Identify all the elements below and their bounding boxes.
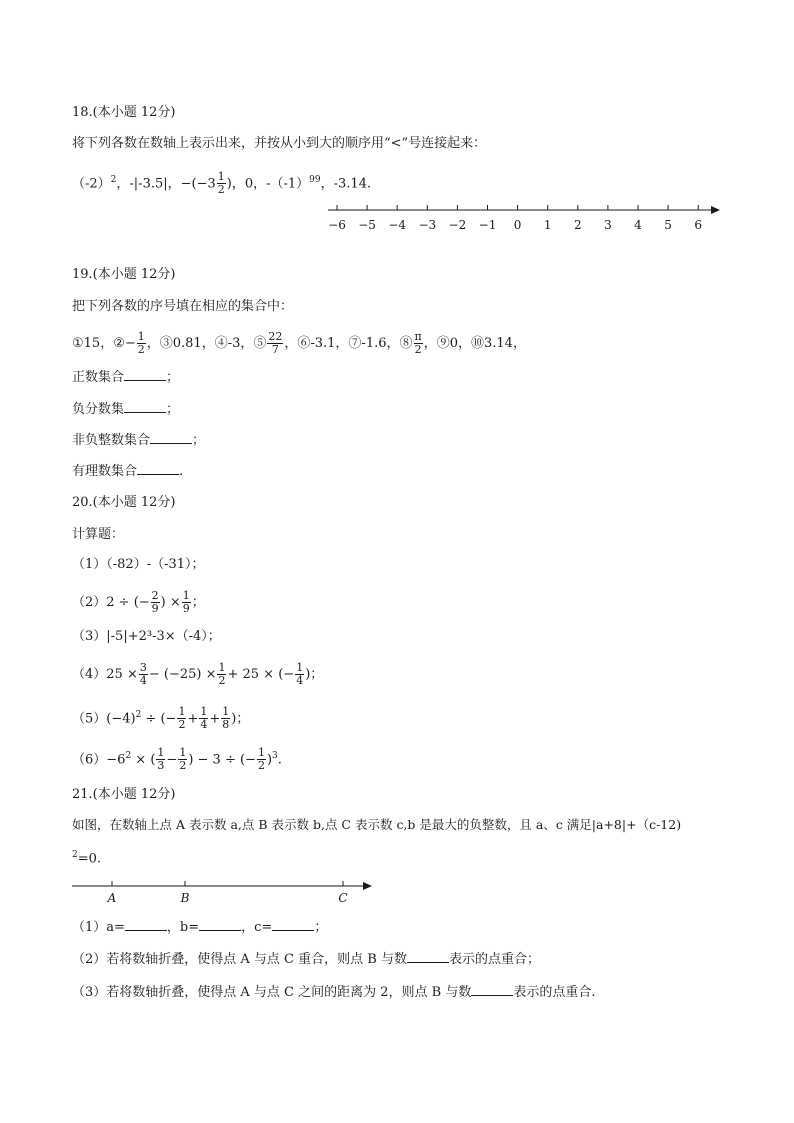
answer-blank[interactable] xyxy=(407,950,449,963)
axis-tick-label: 6 xyxy=(694,218,703,232)
q21-stem: 如图，在数轴上点 A 表示数 a,点 B 表示数 b,点 C 表示数 c,b 是最大的负整数，且 a、c 满足|a+8|+（c-12) xyxy=(72,817,682,832)
q19-header: 19.(本小题 12分) xyxy=(72,267,176,282)
q18-prompt: 将下列各数在数轴上表示出来，并按从小到大的顺序用“<”号连接起来： xyxy=(72,136,487,151)
answer-blank[interactable] xyxy=(471,983,513,996)
q18-header: 18.(本小题 12分) xyxy=(72,105,176,120)
q20-header: 20.(本小题 12分) xyxy=(72,495,176,510)
axis-tick-label: 0 xyxy=(513,218,522,232)
q18-number-line xyxy=(320,198,730,238)
q18-fraction: $\frac{1}{2}$ xyxy=(217,170,225,197)
q21-number-line xyxy=(66,875,378,911)
q18-numbers: $(-2)^2$，-|-3.5|，−(−3 $\frac{1}{2}$ )，0，$-(-1)^{99}$，-3.14. xyxy=(72,170,372,197)
q19-set-nonnegative-integer: 非负整数集合 ； xyxy=(72,433,206,448)
q20-prompt: 计算题： xyxy=(72,527,125,542)
q20-problem-4: （4）25 × $\frac{3}{4}$ − (−25) × $\frac{1}{2}$ + 25 × (− $\frac{1}{4}$ )； xyxy=(72,661,324,687)
q19-prompt: 把下列各数的序号填在相应的集合中： xyxy=(72,299,294,314)
q19-list: ①15，②− $\frac{1}{2}$ ，③0.81，④-3，⑤ $\frac{22}{7}$ ，⑥-3.1，⑦-1.6，⑧ $\frac{\pi}{2}$ ，⑨0，⑩3.14， xyxy=(72,330,526,356)
q20-problem-6: $(6)-6^2$ × ( $\frac{1}{3}$ − $\frac{1}{2}$ ) − 3 ÷ (− $\frac{1}{2}$ )$^3$. xyxy=(72,746,282,773)
q19-set-rational: 有理数集合 . xyxy=(72,464,184,479)
q20-problem-2: （2）2 ÷ (− $\frac{2}{9}$ ) × $\frac{1}{9}$ ； xyxy=(72,589,205,615)
answer-blank[interactable] xyxy=(124,400,166,413)
q20-problem-3: （3）|-5|+2³-3×（-4）； xyxy=(72,629,221,644)
axis-tick-label: 1 xyxy=(543,218,552,232)
axis-tick-label: −6 xyxy=(328,218,346,232)
q19-set-positive: 正数集合 ； xyxy=(72,370,180,385)
point-b-label: B xyxy=(180,891,190,905)
axis-tick-label: −2 xyxy=(448,218,467,232)
axis-tick-label: −1 xyxy=(478,218,497,232)
answer-blank[interactable] xyxy=(272,918,314,931)
axis-tick-label: −4 xyxy=(388,218,407,232)
axis-tick-label: 5 xyxy=(664,218,672,232)
q21-sub-3: （3）若将数轴折叠，使得点 A 与点 C 之间的距离为 2，则点 B 与数 表示的点重合. xyxy=(72,985,596,1000)
q21-sub-2: （2）若将数轴折叠，使得点 A 与点 C 重合，则点 B 与数 表示的点重合； xyxy=(72,952,540,967)
q21-sub-1: （1）a= ，b= ，c= ； xyxy=(72,920,328,935)
point-a-label: A xyxy=(107,891,117,905)
q19-set-negative-fraction: 负分数集 ； xyxy=(72,402,180,417)
axis-tick-label: −3 xyxy=(418,218,437,232)
answer-blank[interactable] xyxy=(124,368,166,381)
axis-tick-label: 3 xyxy=(604,218,612,232)
axis-tick-label: 2 xyxy=(573,218,582,232)
q21-stem-cont: $^2$=0. xyxy=(72,850,102,867)
axis-tick-label: 4 xyxy=(634,218,642,232)
answer-blank[interactable] xyxy=(137,462,179,475)
answer-blank[interactable] xyxy=(199,918,241,931)
answer-blank[interactable] xyxy=(150,431,192,444)
answer-blank[interactable] xyxy=(125,918,167,931)
q20-problem-5: $(5)(-4)^2$ ÷ (− $\frac{1}{2}$ + $\frac{1}{4}$ + $\frac{1}{8}$ )； xyxy=(72,705,250,732)
q20-problem-1: （1）（-82）-（-31）； xyxy=(72,557,205,572)
axis-tick-label: −5 xyxy=(358,218,376,232)
q21-header: 21.(本小题 12分) xyxy=(72,787,176,802)
point-c-label: C xyxy=(338,891,348,905)
